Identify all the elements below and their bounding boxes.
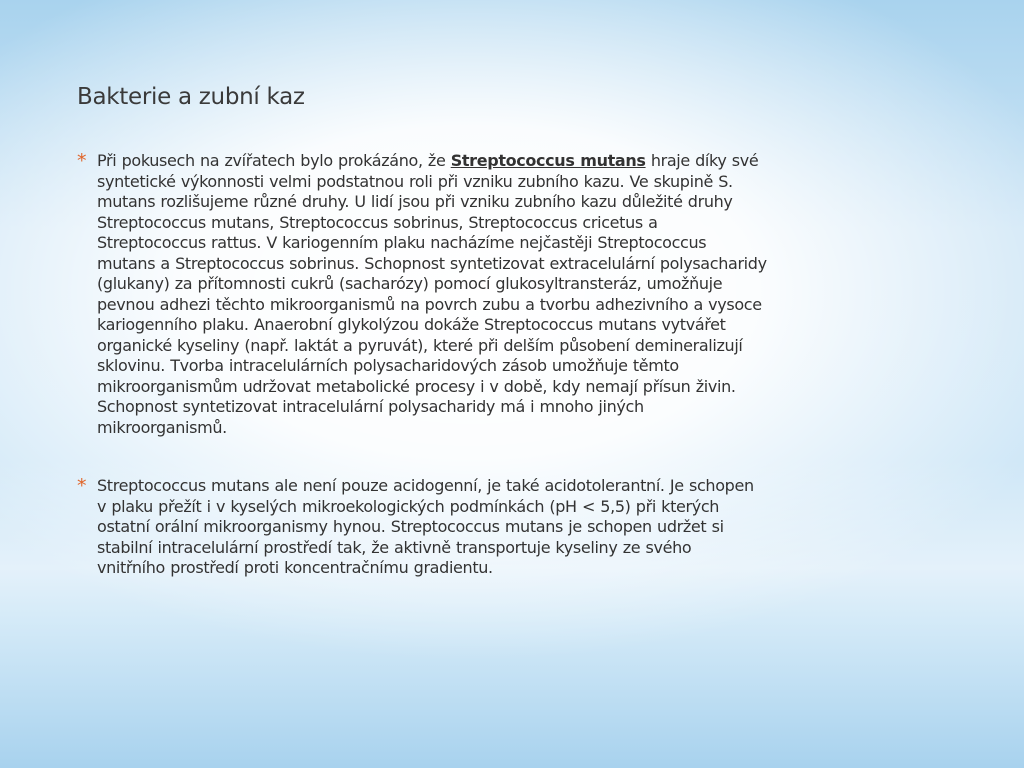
text-line: Schopnost syntetizovat intracelulární polysacharidy má i mnoho jiných: [97, 397, 644, 416]
text-line: mikroorganismům udržovat metabolické procesy i v době, kdy nemají přísun živin.: [97, 376, 736, 396]
text-line: Streptococcus mutans, Streptococcus sobrinus, Streptococcus cricetus a: [97, 212, 658, 232]
text-line: syntetické výkonnosti velmi podstatnou roli při vzniku zubního kazu. Ve skupině S.: [97, 171, 733, 191]
text-segment: Při pokusech na zvířatech bylo prokázáno, že: [97, 151, 451, 170]
text-line: ostatní orální mikroorganismy hynou. Streptococcus mutans je schopen udržet si: [97, 517, 724, 536]
text-line: Streptococcus mutans ale není pouze acidogenní, je také acidotolerantní. Je schopen: [97, 476, 754, 495]
text-line: kariogenního plaku. Anaerobní glykolýzou dokáže Streptococcus mutans vytvářet: [97, 315, 726, 334]
text-line: stabilní intracelulární prostředí tak, že aktivně transportuje kyseliny ze svého: [97, 537, 692, 557]
text-line: mikroorganismů.: [97, 417, 227, 437]
bullet-marker: *: [77, 150, 87, 172]
slide-title: Bakterie a zubní kaz: [77, 84, 305, 110]
text-line: (glukany) za přítomnosti cukrů (sacharózy) pomocí glukosyltransteráz, umožňuje: [97, 274, 723, 293]
bullet-item: [77, 476, 937, 579]
text-line: organické kyseliny (např. laktát a pyruvát), které při delším působení demineralizují: [97, 335, 743, 355]
text-line: mutans rozlišujeme různé druhy. U lidí jsou při vzniku zubního kazu důležité druhy: [97, 192, 733, 211]
text-line: mutans a Streptococcus sobrinus. Schopnost syntetizovat extracelulární polysacharidy: [97, 253, 767, 273]
text-line: pevnou adhezi těchto mikroorganismů na povrch zubu a tvorbu adhezivního a vysoce: [97, 294, 762, 314]
text-line: vnitřního prostředí proti koncentračnímu gradientu.: [97, 558, 493, 577]
bullet-marker: *: [77, 475, 87, 497]
text-line: sklovinu. Tvorba intracelulárních polysacharidových zásob umožňuje těmto: [97, 356, 679, 375]
text-line: v plaku přežít i v kyselých mikroekologických podmínkách (pH < 5,5) při kterých: [97, 496, 720, 516]
text-segment: hraje díky své: [645, 151, 759, 170]
text-line: [97, 151, 937, 172]
text-line: Streptococcus rattus. V kariogenním plaku nacházíme nejčastěji Streptococcus: [97, 233, 707, 252]
emphasized-term: Streptococcus mutans: [450, 151, 646, 170]
bullet-list: [77, 151, 937, 617]
bullet-item: [77, 151, 937, 438]
